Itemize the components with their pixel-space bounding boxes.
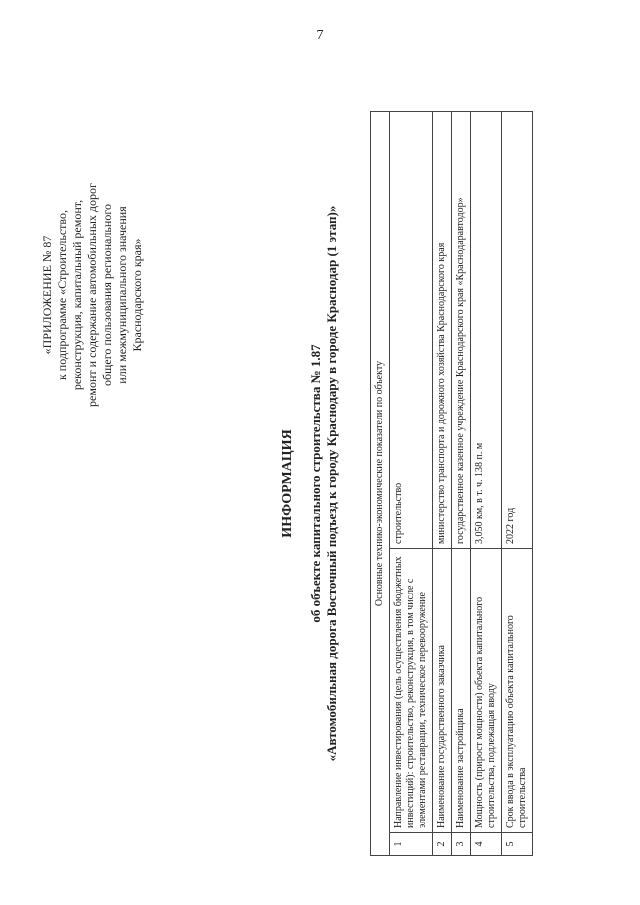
row-label: Наименование государственного заказчика (433, 549, 452, 833)
appendix-line: ремонт и содержание автомобильных дорог (85, 183, 99, 407)
row-number: 1 (390, 833, 433, 856)
row-label: Направление инвестирования (цель осуществления бюджетных инвестиций): строительство, реконструкция, в том числе с элементами реставрации, техническое перевооружение (390, 549, 433, 833)
appendix-line: Краснодарского края» (130, 238, 144, 352)
appendix-line: «ПРИЛОЖЕНИЕ № 87 (40, 235, 54, 355)
appendix-line: реконструкция, капитальный ремонт, (70, 199, 84, 391)
row-number: 4 (471, 833, 502, 856)
row-label: Мощность (прирост мощности) объекта капитального строительства, подлежащая вводу (471, 549, 502, 833)
table-row (433, 112, 452, 856)
table-row (502, 112, 533, 856)
table-row (390, 112, 433, 856)
appendix-line: или межмуниципального значения (115, 206, 129, 384)
row-value: 2022 год (502, 112, 533, 549)
row-value: 3,050 км, в т. ч. 138 п. м (471, 112, 502, 549)
table-section-header: Основные технико-экономические показатели по объекту (371, 112, 390, 856)
indicators-table (370, 111, 533, 856)
table-row (471, 112, 502, 856)
row-label: Срок ввода в эксплуатацию объекта капитального строительства (502, 549, 533, 833)
object-name: «Автомобильная дорога Восточный подъезд к городу Краснодару в городе Краснодар (1 этап)» (324, 205, 339, 762)
appendix-line: общего пользования регионального (100, 204, 114, 386)
rotated-content (40, 111, 600, 856)
document-subtitle: об объекте капитального строительства № 1.87 (308, 344, 323, 623)
table-row (452, 112, 471, 856)
row-number: 2 (433, 833, 452, 856)
document-heading (280, 111, 340, 856)
row-number: 3 (452, 833, 471, 856)
appendix-block (40, 120, 145, 470)
row-value: строительство (390, 112, 433, 549)
page-number: 7 (316, 28, 324, 43)
row-number: 5 (502, 833, 533, 856)
appendix-line: к подпрограмме «Строительство, (55, 209, 69, 381)
row-value: государственное казенное учреждение Краснодарского края «Краснодаравтодор» (452, 112, 471, 549)
document-title: ИНФОРМАЦИЯ (280, 429, 295, 538)
table-section-row (371, 112, 390, 856)
row-value: министерство транспорта и дорожного хозяйства Краснодарского края (433, 112, 452, 549)
row-label: Наименование застройщика (452, 549, 471, 833)
